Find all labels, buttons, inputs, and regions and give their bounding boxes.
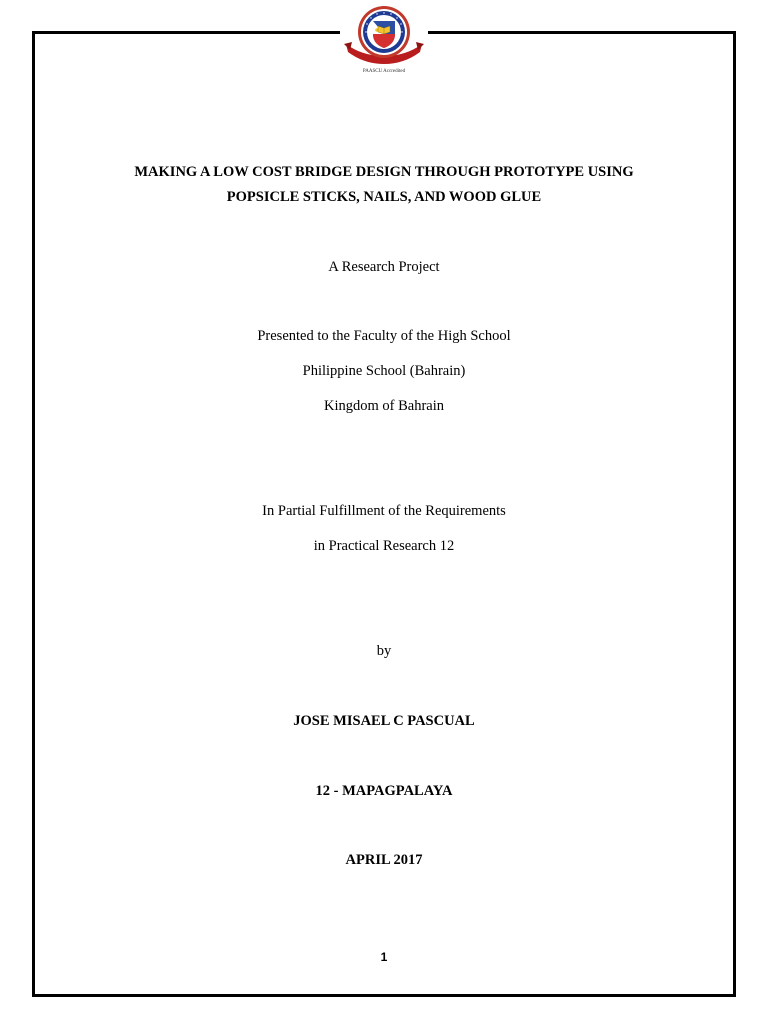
page-number: 1 xyxy=(380,950,388,964)
title-line-1: MAKING A LOW COST BRIDGE DESIGN THROUGH PROTOTYPE USING xyxy=(134,164,634,180)
by-label: by xyxy=(376,643,392,659)
title-line-2: POPSICLE STICKS, NAILS, AND WOOD GLUE xyxy=(226,189,542,205)
presented-line-3: Kingdom of Bahrain xyxy=(323,398,444,414)
fulfillment-line-2: in Practical Research 12 xyxy=(313,538,455,554)
school-seal-icon xyxy=(342,4,426,68)
project-type: A Research Project xyxy=(328,259,440,275)
author-name: JOSE MISAEL C PASCUAL xyxy=(293,713,475,729)
fulfillment-line-1: In Partial Fulfillment of the Requirements xyxy=(262,503,506,519)
presented-line-2: Philippine School (Bahrain) xyxy=(302,363,466,379)
school-logo xyxy=(340,4,428,80)
presented-line-1: Presented to the Faculty of the High School xyxy=(257,328,511,344)
section-name: 12 - MAPAGPALAYA xyxy=(315,783,453,799)
logo-caption: PAASCU Accredited xyxy=(362,69,406,74)
submission-date: APRIL 2017 xyxy=(345,852,423,868)
